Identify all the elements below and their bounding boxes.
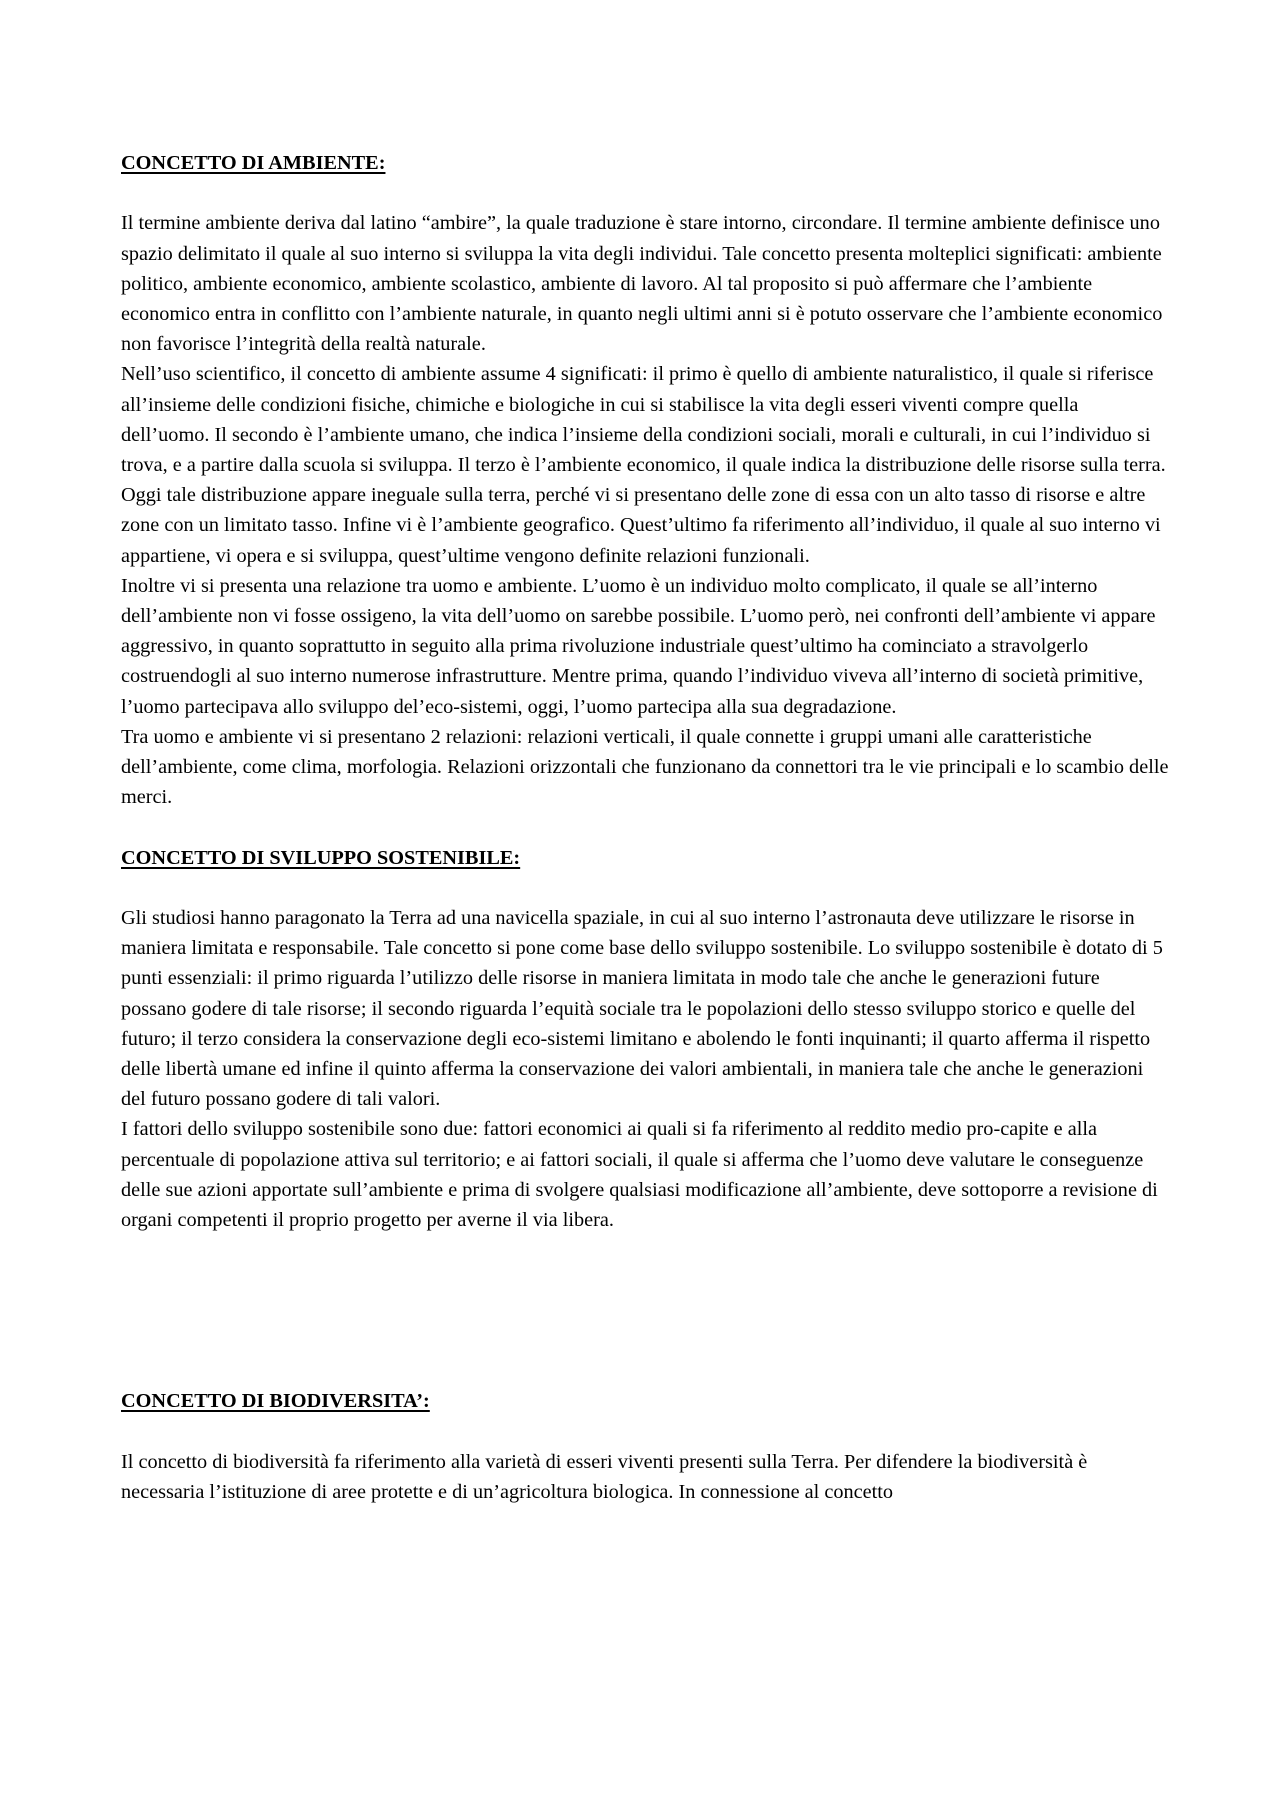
section-sviluppo-sostenibile: [121, 843, 1170, 1236]
section-heading: CONCETTO DI SVILUPPO SOSTENIBILE:: [121, 846, 521, 869]
paragraph: Gli studiosi hanno paragonato la Terra ad una navicella spaziale, in cui al suo interno l’astronauta deve utilizzare le risorse in maniera limitata e responsabile. Tale concetto si pone come base dello sviluppo sostenibile. Lo sviluppo sostenibile è dotato di 5 punti essenziali: il primo riguarda l’utilizzo delle risorse in maniera limitata in modo tale che anche le generazioni future possano godere di tale risorse; il secondo riguarda l’equità sociale tra le popolazioni dello stesso sviluppo storico e quelle del futuro; il terzo considera la conservazione degli eco-sistemi limitano e abolendo le fonti inquinanti; il quarto afferma il rispetto delle libertà umane ed infine il quinto afferma la conservazione dei valori ambientali, in maniera tale che anche le generazioni del futuro possano godere di tali valori.: [121, 907, 1163, 1111]
section-heading: CONCETTO DI BIODIVERSITA’:: [121, 1390, 430, 1413]
paragraph: Tra uomo e ambiente vi si presentano 2 relazioni: relazioni verticali, il quale connette i gruppi umani alle caratteristiche dell’ambiente, come clima, morfologia. Relazioni orizzontali che funzionano da connettori tra le vie principali e lo scambio delle merci.: [121, 725, 1169, 809]
section-heading: CONCETTO DI AMBIENTE:: [121, 152, 386, 174]
section-ambiente: [121, 148, 1170, 812]
blank-space: [121, 1235, 1170, 1386]
document-page: [121, 148, 1170, 1507]
section-body: [121, 208, 1170, 812]
section-biodiversita: [121, 1386, 1170, 1507]
section-body: [121, 1447, 1170, 1507]
paragraph: Inoltre vi si presenta una relazione tra uomo e ambiente. L’uomo è un individuo molto complicato, il quale se all’interno dell’ambiente non vi fosse ossigeno, la vita dell’uomo on sarebbe possibile. L’uomo però, nei confronti dell’ambiente vi appare aggressivo, in quanto soprattutto in seguito alla prima rivoluzione industriale quest’ultimo ha cominciato a stravolgerlo costruendogli al suo interno numerose infrastrutture. Mentre prima, quando l’individuo viveva all’interno di società primitive, l’uomo partecipava allo sviluppo del’eco-sistemi, oggi, l’uomo partecipa alla sua degradazione.: [121, 574, 1156, 718]
paragraph: Il termine ambiente deriva dal latino “ambire”, la quale traduzione è stare intorno, circondare. Il termine ambiente definisce uno spazio delimitato il quale al suo interno si sviluppa la vita degli individui. Tale concetto presenta molteplici significati: ambiente politico, ambiente economico, ambiente scolastico, ambiente di lavoro. Al tal proposito si può affermare che l’ambiente economico entra in conflitto con l’ambiente naturale, in quanto negli ultimi anni si è potuto osservare che l’ambiente economico non favorisce l’integrità della realtà naturale.: [121, 212, 1163, 356]
section-body: [121, 903, 1170, 1235]
paragraph: Il concetto di biodiversità fa riferimento alla varietà di esseri viventi presenti sulla Terra. Per difendere la biodiversità è necessaria l’istituzione di aree protette e di un’agricoltura biologica. In connessione al concetto: [121, 1450, 1088, 1503]
paragraph: I fattori dello sviluppo sostenibile sono due: fattori economici ai quali si fa riferimento al reddito medio pro-capite e alla percentuale di popolazione attiva sul territorio; e ai fattori sociali, il quale si afferma che l’uomo deve valutare le conseguenze delle sue azioni apportate sull’ambiente e prima di svolgere qualsiasi modificazione all’ambiente, deve sottoporre a revisione di organi competenti il proprio progetto per averne il via libera.: [121, 1118, 1158, 1232]
paragraph: Nell’uso scientifico, il concetto di ambiente assume 4 significati: il primo è quello di ambiente naturalistico, il quale si riferisce all’insieme delle condizioni fisiche, chimiche e biologiche in cui si stabilisce la vita degli esseri viventi compre quella dell’uomo. Il secondo è l’ambiente umano, che indica l’insieme della condizioni sociali, morali e culturali, in cui l’individuo si trova, e a partire dalla scuola si sviluppa. Il terzo è l’ambiente economico, il quale indica la distribuzione delle risorse sulla terra. Oggi tale distribuzione appare ineguale sulla terra, perché vi si presentano delle zone di essa con un alto tasso di risorse e altre zone con un limitato tasso. Infine vi è l’ambiente geografico. Quest’ultimo fa riferimento all’individuo, il quale al suo interno vi appartiene, vi opera e si sviluppa, quest’ultime vengono definite relazioni funzionali.: [121, 363, 1166, 567]
